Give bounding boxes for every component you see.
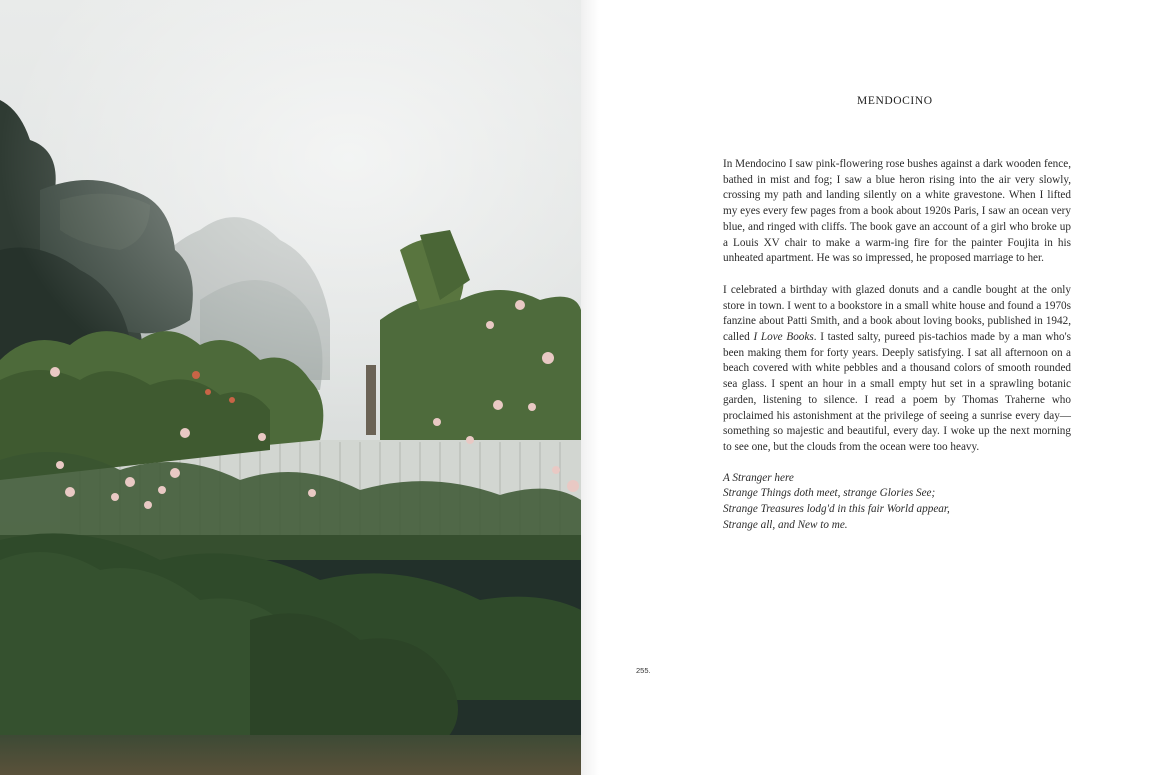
paragraph-2-text-b: . I tasted salty, pureed pis-tachios made by a man who's been making them for forty years. Deeply satisfying. I sat all afternoon on a beach covered with white pebbles and a thousand colors of smooth rounded sea glass. I spent an hour in a small empty hut set in a sprawling botanic garden, listening to silence. I read a poem by Thomas Traherne who proclaimed his astonishment at the privilege of seeing a sunrise every day—something so majestic and beautiful, every day. I woke up the next morning to see one, but the clouds from the ocean were too heavy. (723, 331, 1071, 453)
poem-quote (723, 471, 1071, 534)
poem-line: A Stranger here (723, 471, 794, 484)
paragraph-2-text-a: I celebrated a birthday with glazed donuts and a candle bought at the only store in town. I went to a bookstore in a small white house and found a 1970s fanzine about Patti Smith, and a book about loving books, published in 1942, called (723, 283, 1071, 344)
page-number: 255. (636, 666, 651, 675)
book-title-italic: I Love Books (753, 331, 814, 344)
paragraph-1: In Mendocino I saw pink-flowering rose bushes against a dark wooden fence, bathed in mist and fog; I saw a blue heron rising into the air very slowly, crossing my path and landing silently on a white gravestone. When I lifted my eyes every few pages from a book about 1920s Paris, I saw an ocean very blue, and ringed with cliffs. The book gave an account of a girl who broke up a Louis XV chair to make a warm-ing fire for the painter Foujita in his unheated apartment. He was so impressed, he proposed marriage to her. (723, 158, 1071, 265)
poem-line: Strange all, and New to me. (723, 518, 848, 531)
photograph-image (0, 0, 581, 775)
gutter-shadow (581, 0, 599, 775)
paragraph-2 (723, 283, 1071, 456)
photograph-mendocino-roses (0, 0, 581, 775)
body-text (723, 157, 1071, 533)
poem-line: Strange Things doth meet, strange Glories See; (723, 487, 936, 500)
poem-line: Strange Treasures lodg'd in this fair World appear, (723, 503, 950, 516)
chapter-title: MENDOCINO (857, 95, 933, 107)
text-page (581, 0, 1166, 775)
